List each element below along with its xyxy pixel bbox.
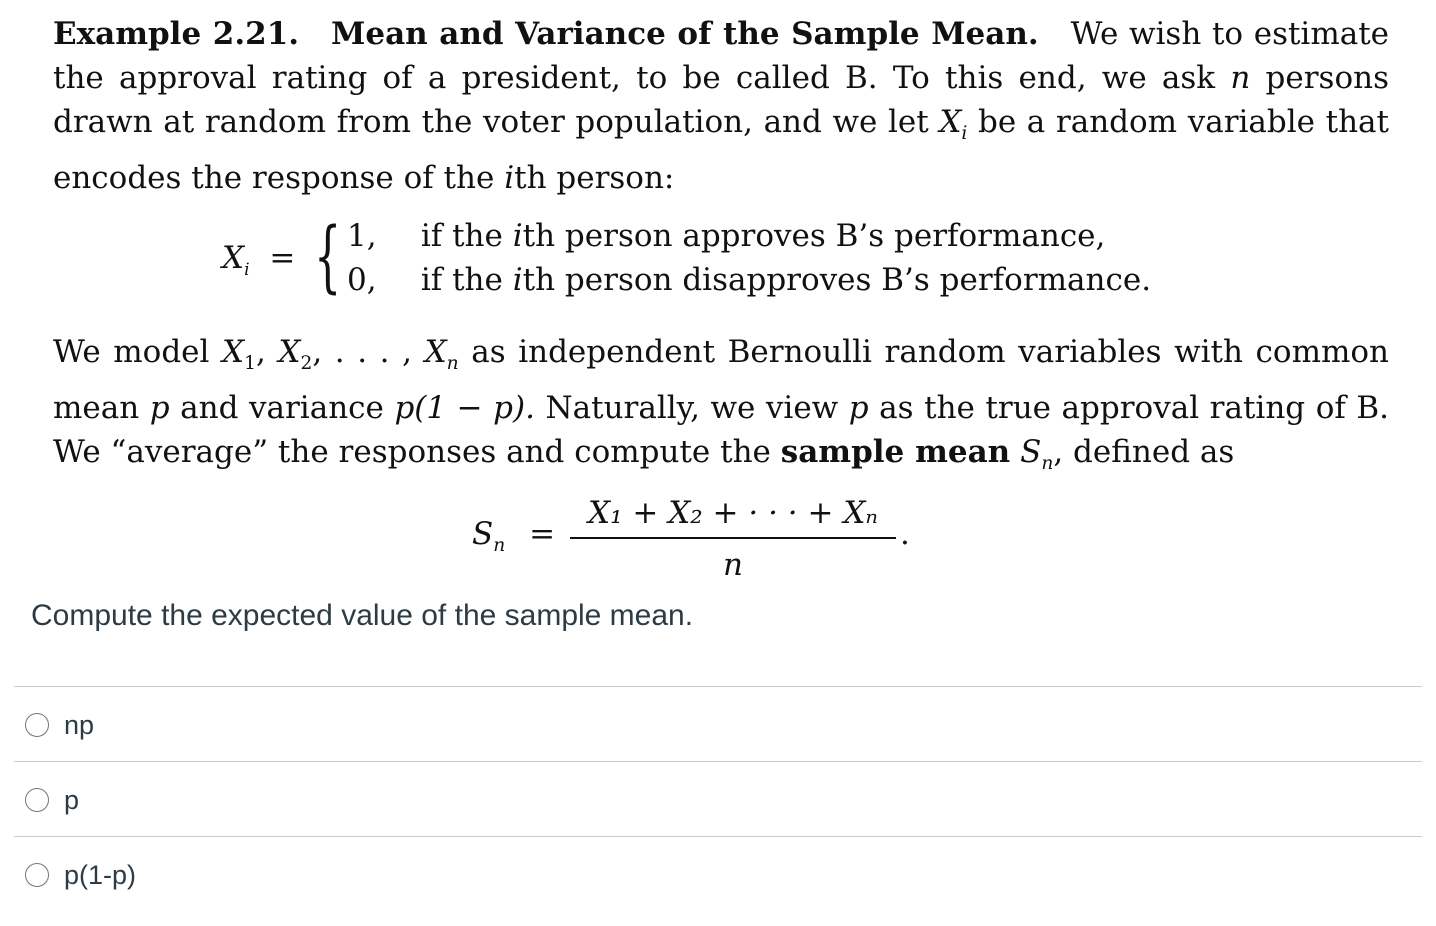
var-sn: $S_n$: [1020, 434, 1054, 475]
example-heading: Example 2.21.: [53, 16, 300, 52]
equation2-period: .: [900, 516, 910, 552]
para1-text-a: We wish to estimate the approval rating of a president, to be called B. To this end, we ask: [53, 16, 1390, 96]
excerpt-paragraph-2-container: [53, 330, 1389, 486]
equation1-case-2: 0, if the ith person disapproves B’s performance.: [347, 262, 1152, 298]
answer-label[interactable]: p(1-p): [64, 860, 137, 890]
example-title: Mean and Variance of the Sample Mean.: [331, 16, 1039, 52]
textbook-excerpt: [53, 12, 1389, 200]
answer-label[interactable]: p: [64, 785, 80, 815]
var-n: n: [1230, 60, 1251, 96]
sequence-x1-xn: $X_1$, $X_2$, . . . , $X_n$: [222, 334, 459, 375]
equation1-lhs: $X_i$ =: [222, 240, 296, 281]
equation1-case-1: 1, if the ith person approves B’s performance,: [347, 218, 1106, 254]
var-xi: $X_i$: [939, 104, 968, 145]
equation2-denominator: n: [723, 547, 743, 583]
radio-button[interactable]: [25, 788, 49, 812]
equation2-numerator: X₁ + X₂ + · · · + Xₙ: [588, 495, 878, 531]
answer-option-p-1-p[interactable]: [14, 836, 1422, 911]
radio-button[interactable]: [25, 713, 49, 737]
fraction-bar: [570, 537, 896, 539]
equation2-fraction: [570, 492, 896, 587]
excerpt-paragraph-1: [53, 12, 1389, 200]
equation2-lhs: $S_n$ =: [472, 516, 556, 557]
para1-text-d: th person:: [514, 160, 675, 197]
excerpt-paragraph-2: We model $X_1$, $X_2$, . . . , $X_n$ as independent Bernoulli random variables with common mean p and variance p(1 − p). Naturally, we view p as the true approval rating of B. We “average” the responses and compute the sample mean $S_n$, defined as: [53, 334, 1390, 475]
answer-label[interactable]: np: [64, 710, 95, 740]
para1-text-b: persons drawn at random from the voter population, and we let: [53, 60, 1390, 140]
var-i: i: [504, 160, 515, 197]
equation1-brace: {: [314, 212, 342, 302]
question-prompt: Compute the expected value of the sample mean.: [31, 599, 694, 632]
answer-list: [14, 686, 1422, 911]
answer-option-np[interactable]: [14, 686, 1422, 761]
sample-mean-term: sample mean: [780, 434, 1011, 471]
radio-button[interactable]: [25, 863, 49, 887]
para1-text-c: be a random variable that encodes the response of the: [53, 104, 1389, 197]
answer-option-p[interactable]: [14, 761, 1422, 836]
